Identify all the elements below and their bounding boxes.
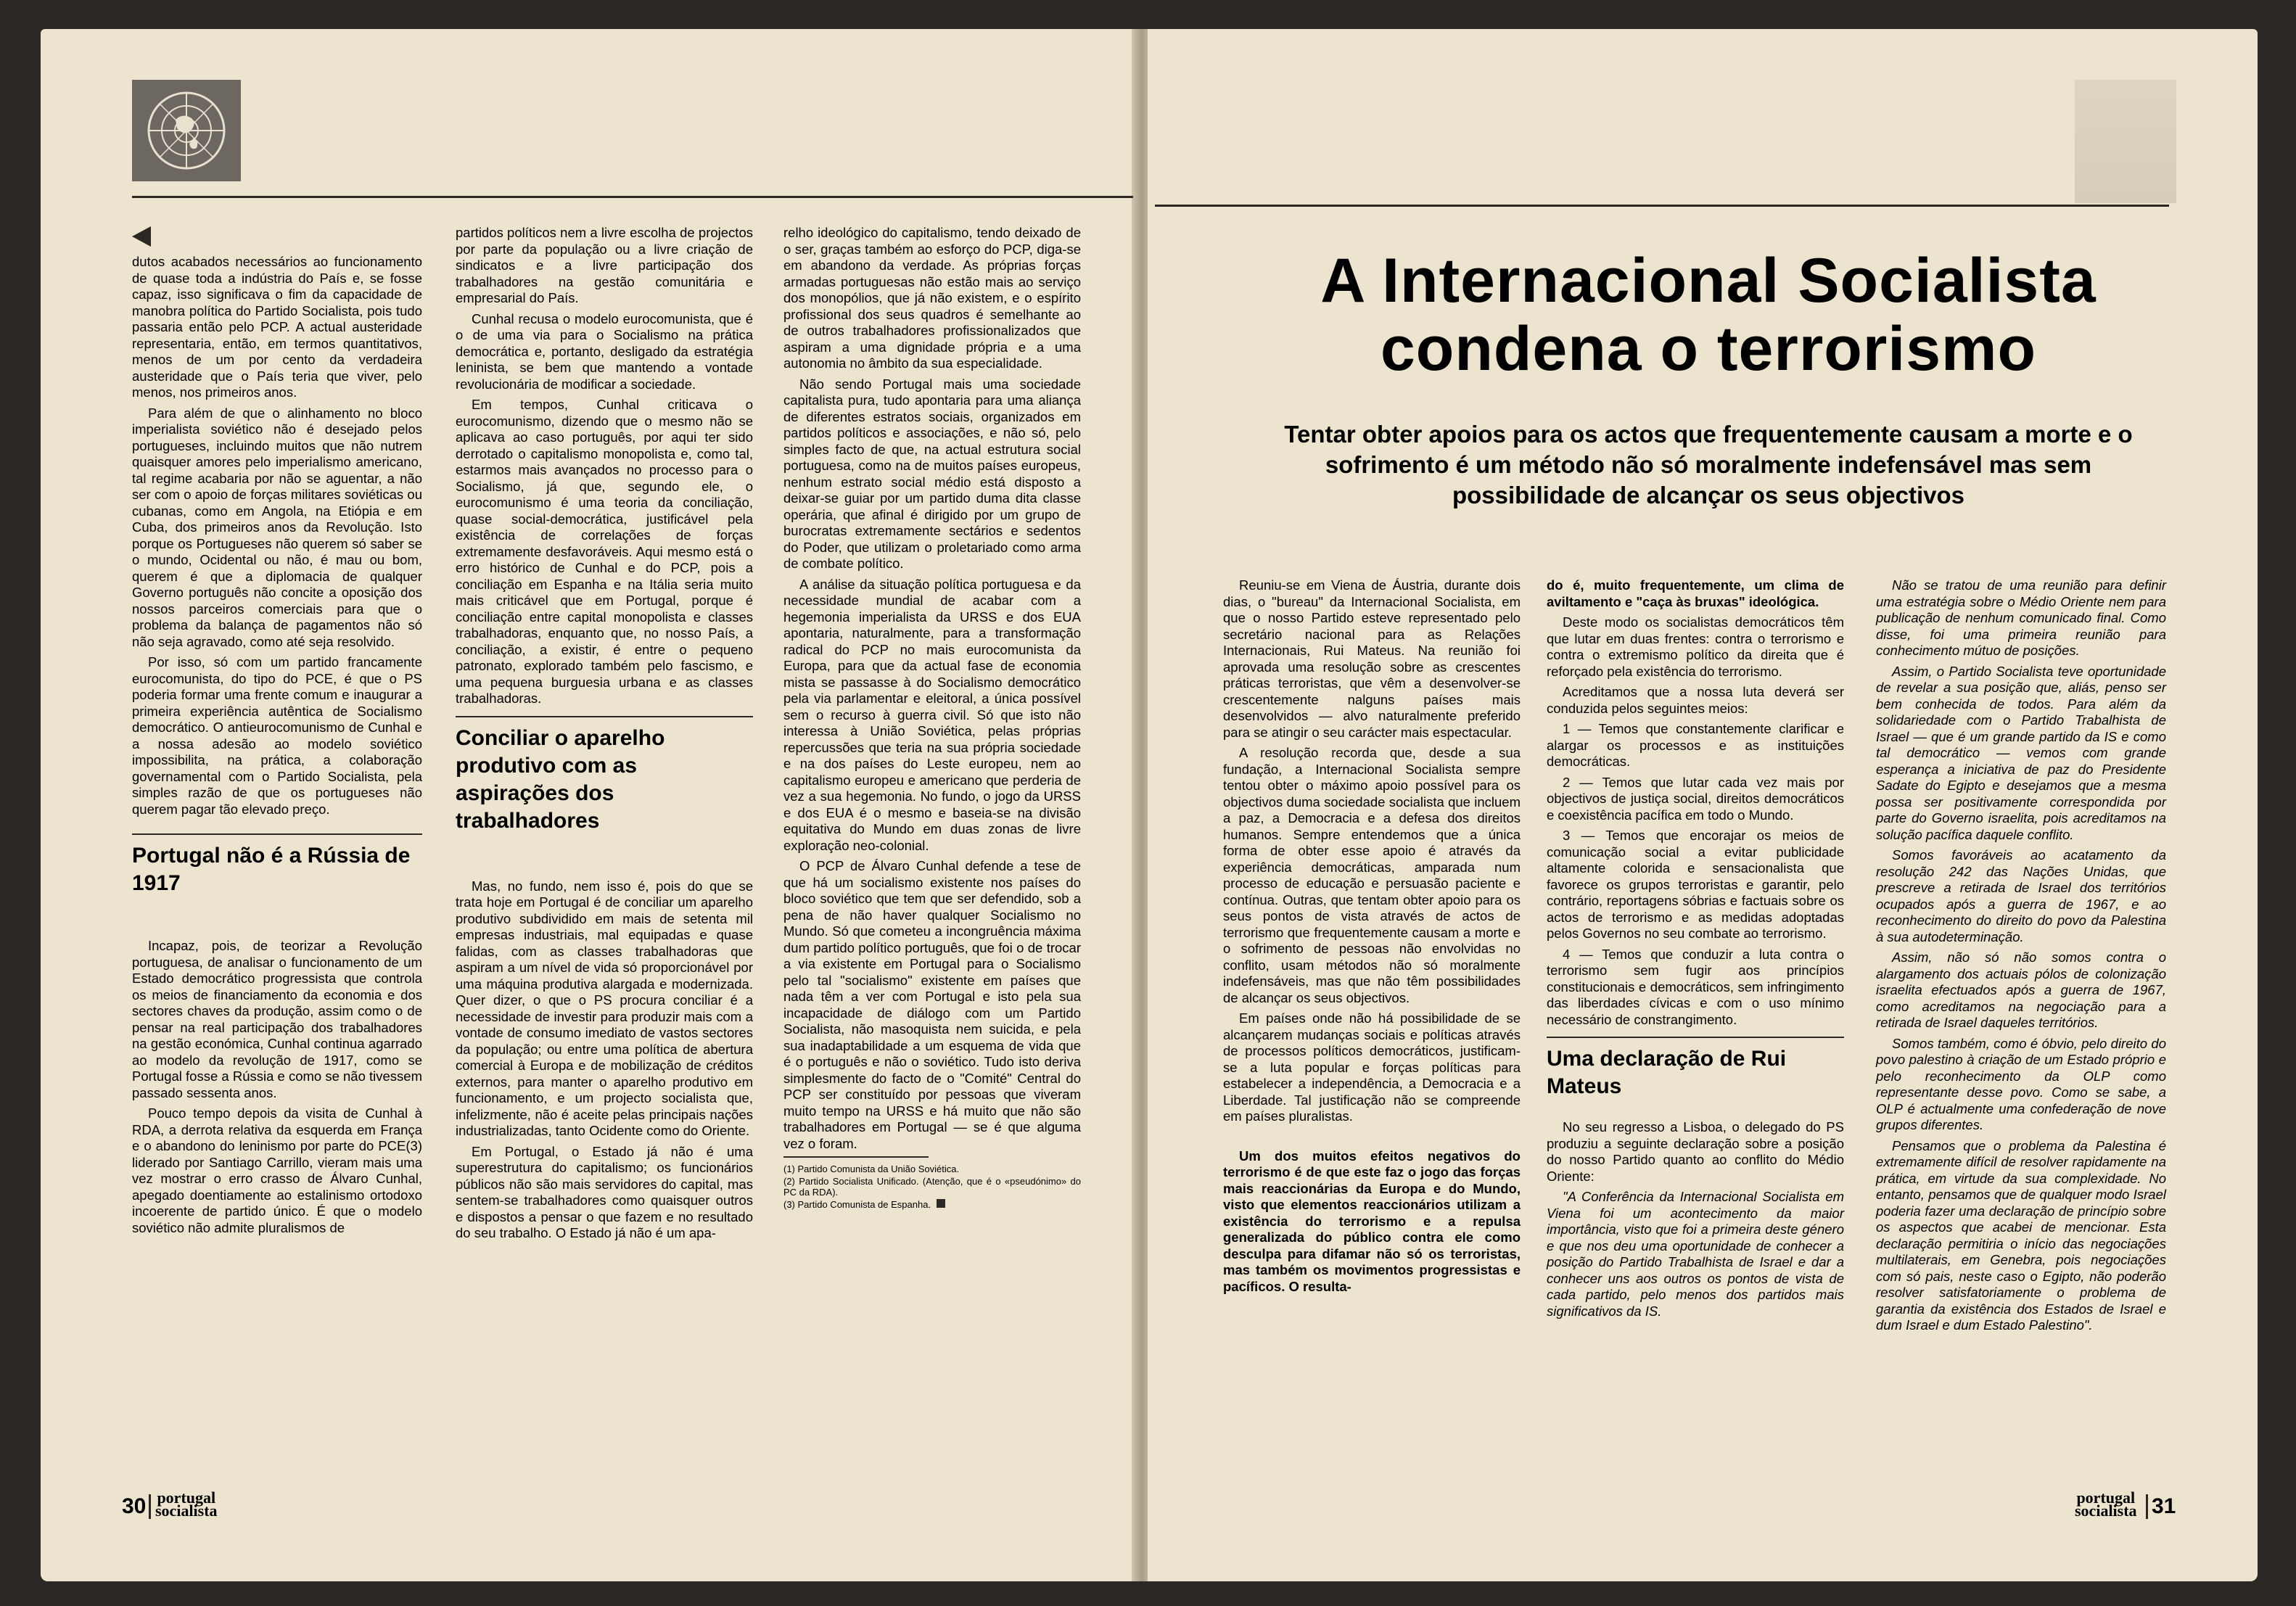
italic-paragraph: Não se tratou de uma reunião para definir uma estratégia sobre o Médio Oriente nem para publicação de nenhum comunicado final. Como disse, foi uma primeira reunião para conhecimento mútuo de posições.	[1876, 577, 2166, 658]
footnote: (1) Partido Comunista da União Soviética.	[783, 1164, 960, 1174]
paragraph: 2 — Temos que lutar cada vez mais por objectivos de justiça social, direitos democráticos e coexistência pacífica em todo o Mundo.	[1547, 774, 1844, 823]
faint-bleedthrough	[2075, 80, 2176, 203]
left-header-rule	[132, 196, 1133, 198]
bold-paragraph: Um dos muitos efeitos negativos do terrorismo é de que este faz o jogo das forças mais reaccionárias da Europa e do Mundo, visto que elementos reaccionários utilizam a existência do terrorismo e a repulsa generalizada do público contra ele como desculpa para difamar não só os terroristas, mas também os movimentos progressistas e pacíficos. O resulta-	[1223, 1148, 1521, 1294]
right-column-2	[1547, 577, 1844, 1324]
paragraph: Incapaz, pois, de teorizar a Revolução portuguesa, de analisar o funcionamento de um Estado democrático progressista que controla os meios de financiamento da economia e dos sectores chaves da produção, assim como o de pensar na real participação dos trabalhadores na gestão económica, Cunhal continua agarrado ao modelo da revolução de 1917, como se Portugal fosse a Rússia e como se não tivessem passado sessenta anos.	[132, 938, 422, 1100]
footnote: (2) Partido Socialista Unificado. (Atenção, que é o «pseudónimo» do PC da RDA).	[783, 1176, 1081, 1198]
right-column-1	[1223, 577, 1521, 1299]
paragraph: Cunhal recusa o modelo eurocomunista, que é o de uma via para o Socialismo na prática democrática e, portanto, desligado da estratégia leninista, se bem que mantendo a vontade revolucionária de modificar a sociedade.	[456, 310, 753, 392]
section-rule	[1547, 1037, 1844, 1038]
paragraph: Por isso, só com um partido francamente eurocomunista, do tipo do PCE, é que o PS poderia formar uma frente comum e inaugurar a primeira experiência autêntica de Socialismo democrático. O antieurocomunismo de Cunhal e a nossa adesão ao modelo soviético impossibilita, na prática, a colaboração governamental com o Partido Socialista, pela simples razão de que os portugueses não querem pagar tão elevado preço.	[132, 654, 422, 817]
paragraph: relho ideológico do capitalismo, tendo deixado de o ser, graças também ao esforço do PCP, diga-se em abandono da verdade. As próprias forças armadas portuguesas não estão mais ao serviço dos monopólios, que já não existem, e o espírito profissional dos seus quadros é semelhante ao de outros trabalhadores profissionalizados que aspiram a uma dignidade própria e a uma autonomia no âmbito da sua especialidade.	[783, 225, 1081, 371]
right-column-3	[1876, 577, 2166, 1338]
paragraph: A resolução recorda que, desde a sua fundação, a Internacional Socialista sempre tentou obter o máximo apoio possível para os objectivos duma sociedade socialista que incluem a paz, a Democracia e a defesa dos direitos humanos. Sempre entendemos que a única forma de obter esse apoio é através da experiência democráticas, amparada num processo de educação e persuasão paciente e contínua. Outras, que tentam obter apoio para os seus pontos de vista através de actos de terrorismo que frequentemente causam a morte e o sofrimento de pessoas não envolvidas no conflito, usam métodos não só moralmente indefensáveis, mas que não têm possibilidades de alcançar os seus objectivos.	[1223, 745, 1521, 1005]
article-title: A Internacional Socialista condena o terrorismo	[1320, 246, 2097, 384]
left-column-3	[783, 225, 1081, 1210]
footnote-rule	[783, 1156, 929, 1158]
footnote	[783, 1199, 1081, 1210]
paragraph: Pouco tempo depois da visita de Cunhal à RDA, a derrota relativa da esquerda em França e o abandono do leninismo por parte do PCE(3) liderado por Santiago Carrillo, vieram mais uma vez mostrar o erro crasso de Álvaro Cunhal, apegado doentiamente ao estalinismo ortodoxo incoerente de partido único. É que o modelo soviético não admite pluralismos de	[132, 1105, 422, 1235]
section-heading: Portugal não é a Rússia de 1917	[132, 844, 411, 895]
left-column-1	[132, 254, 422, 1240]
paragraph: 3 — Temos que encorajar os meios de comunicação social a evitar publicidade altamente colorida e sensacionalista que favorece os grupos terroristas e garantir, pelo contrário, reportagens sóbrias e factuais sobre os actos de terrorismo e as medidas adoptadas pelos Governos no seu combate ao terrorismo.	[1547, 828, 1844, 941]
section-rule	[456, 716, 753, 717]
italic-paragraph: Pensamos que o problema da Palestina é extremamente difícil de resolver rapidamente na prática, em virtude da sua complexidade. No entanto, pensamos que de qualquer modo Israel poderia fazer uma declaração de princípio sobre os aspectos que acabei de mencionar. Esta declaração permitiria o início das negociações multilaterais, em Genebra, pois negociações com só pais, neste caso o Egipto, não poderão resolver satisfatoriamente o problema de garantia da existência dos Estados de Israel e dum Israel e dum Estado Palestino".	[1876, 1137, 2166, 1333]
footer-divider	[149, 1494, 151, 1519]
paragraph: Em tempos, Cunhal criticava o eurocomunismo, dizendo que o mesmo não se aplicava ao caso português, por aqui ter sido derrotado o capitalismo monopolista e, como tal, estarmos mais avançados no processo para o Socialismo, já que, segundo ele, o eurocomunismo é uma teoria da conciliação, quase social-democrática, justificável pela existência de correlações de forças extremamente desfavoráveis. Aqui mesmo está o erro histórico de Cunhal e do PCP, pois a conciliação em Espanha e na Itália seria muito mais criticável que em Portugal, porque é conciliação entre capital monopolista e classes trabalhadoras, enquanto que, no nosso País, a conciliação, a existir, é entre o pequeno patronato, explorado também pelo fascismo, e uma pequena burguesia urbana e as classes trabalhadoras.	[456, 397, 753, 706]
paragraph: A análise da situação política portuguesa e da necessidade mundial de acabar com a hegemonia imperialista da URSS e dos EUA apontaria, naturalmente, para a transformação radical do PCP no mais eurocomunista da Europa, para que da actual fase de economia mista se passasse à do Socialismo democrático pela via parlamentar e eleitoral, a única possível sem o recurso à guerra civil. Só que isto não interessa à União Soviética, pelas próprias repercussões que teria na sua própria sociedade e na dos países do Leste europeu, nem ao capitalismo europeu e americano que perderia de vez a sua hegemonia. No fundo, o jogo da URSS e dos EUA é o mesmo e baseia-se na divisão equitativa do Mundo em duas zonas de livre exploração neo-colonial.	[783, 576, 1081, 853]
paragraph: Para além de que o alinhamento no bloco imperialista soviético não é desejado pelos portugueses, incluindo muitos que não nutrem quaisquer amores pelo imperialismo americano, tal regime acabaria por não se aguentar, a não ser com o apoio de forças militares soviéticas ou cubanas, como em Angola, na Etiópia e em Cuba, dos primeiros anos da Revolução. Isto porque os Portugueses não querem só saber se o mundo, Ocidental ou não, é mau ou bom, querem é que a diplomacia de qualquer Governo português não concite a oposição dos nossos parceiros comerciais para que o problema da balança de pagamentos não só não seja agravado, como até seja resolvido.	[132, 405, 422, 649]
left-column-2	[456, 225, 753, 1246]
section-heading: Conciliar o aparelho produtivo com as aspirações dos trabalhadores	[456, 725, 665, 833]
footer-divider	[2146, 1494, 2148, 1519]
section-rule	[132, 833, 422, 835]
masthead-logo	[155, 1488, 218, 1520]
paragraph: Reuniu-se em Viena de Áustria, durante dois dias, o "bureau" da Internacional Socialista, em que o nosso Partido esteve representado pelo secretário nacional para as Relações Internacionais, Rui Mateus. Na reunião foi aprovada uma resolução sobre as crescentes práticas terroristas, que vêm a desenvolver-se crescentemente nalguns países mais desenvolvidos — alvo naturalmente preferido para se atingir o seu carácter mais espectacular.	[1223, 577, 1521, 740]
right-header-rule	[1155, 205, 2169, 207]
paragraph: 1 — Temos que constantemente clarificar e alargar os processos e as instituições democráticas.	[1547, 721, 1844, 769]
paragraph: No seu regresso a Lisboa, o delegado do PS produziu a seguinte declaração sobre a posição do nosso Partido quanto ao conflito do Médio Oriente:	[1547, 1119, 1844, 1184]
page-number: 31	[2152, 1494, 2176, 1518]
italic-paragraph: Assim, não só não somos contra o alargamento dos actuais pólos de colonização israelita efectuados após a guerra de 1967, como acreditamos na negociação para a retirada de Israel daqueles territórios.	[1876, 950, 2166, 1030]
paragraph: partidos políticos nem a livre escolha de projectos por parte da população ou a livre criação de sindicatos e a livre participação dos trabalhadores na gestão comunitária e empresarial do País.	[456, 225, 753, 305]
paragraph: Em Portugal, o Estado já não é uma superestrutura do capitalismo; os funcionários públicos não são mais servidores do capital, mas sentem-se trabalhadores como quaisquer outros e dispostos a pensar o que fazem e no resultado do seu trabalho. O Estado já não é um apa-	[456, 1143, 753, 1240]
paragraph: Acreditamos que a nossa luta deverá ser conduzida pelos seguintes meios:	[1547, 684, 1844, 716]
masthead-line: portugal	[2076, 1488, 2136, 1507]
footnote-text: (3) Partido Comunista de Espanha.	[783, 1199, 931, 1210]
italic-paragraph: Somos favoráveis ao acatamento da resolução 242 das Nações Unidas, que prescreve a retirada de Israel dos territórios ocupados após a guerra de 1967, e ao reconhecimento do direito do povo da Palestina à sua autodeterminação.	[1876, 847, 2166, 944]
italic-paragraph: "A Conferência da Internacional Socialista em Viena foi um acontecimento da maior importância, visto que foi a primeira deste género e que nos deu uma oportunidade de conhecer a posição do Partido Trabalhista de Israel e dar a conhecer uns aos outros os pontos de vista de cada partido, pelo menos dos partidos mais significativos da IS.	[1547, 1189, 1844, 1319]
page-number: 30	[122, 1494, 147, 1518]
masthead-line: socialista	[155, 1502, 218, 1520]
paragraph: O PCP de Álvaro Cunhal defende a tese de que há um socialismo existente nos países do bloco soviético que tem que ser defendido, sob a pena de não haver qualquer Socialismo no Mundo. Só que cometeu a incongruência máxima dum partido político português, que foi o de trocar a via existente em Portugal para o Socialismo pelo tal "socialismo" existente em países que nada têm a ver com Portugal e isto pela sua incapacidade de diálogo com um Partido Socialista, não masoquista nem suicida, e pela sua inadaptabilidade a um esquema de vida que é o português e não o soviético. Tudo isto deriva simplesmente do facto de o "Comité" Central do PCP ser constituído por pessoas que viveram muito tempo na URSS e há muito que não são trabalhadores em Portugal — se é que alguma vez o foram.	[783, 858, 1081, 1151]
paragraph: Em países onde não há possibilidade de se alcançarem mudanças sociais e políticas através de processos políticos democráticos, justificam-se a luta popular e forças políticas para estabelecer a independência, a Democracia e a Liberdade. Tal justificação não se compreende em países pluralistas.	[1223, 1010, 1521, 1124]
globe-logo-icon	[132, 80, 241, 181]
masthead-line: portugal	[157, 1488, 216, 1507]
paragraph: Não sendo Portugal mais uma sociedade capitalista pura, tudo apontaria para uma aliança de diferentes estratos sociais, organizados em partidos políticos e associações, e não só, pelo simples facto de que, na actual estrutura social portuguesa, como na de muitos países europeus, nenhum estrato social médio está disposto a deixar-se guiar por um partido duma dita classe operária, que afinal é dirigido por um grupo de burocratas extremamente sectários e sedentos do Poder, que utilizam o proletariado como arma de combate político.	[783, 376, 1081, 571]
masthead-line: socialista	[2075, 1502, 2137, 1520]
italic-paragraph: Somos também, como é óbvio, pelo direito do povo palestino à criação de um Estado próprio e pelo reconhecimento da OLP como representante desse povo. Como se sabe, a OLP é actualmente uma confederação de nove grupos diferentes.	[1876, 1035, 2166, 1132]
end-mark-icon	[937, 1199, 945, 1208]
continuation-arrow-icon	[132, 226, 151, 247]
paragraph: Deste modo os socialistas democráticos têm que lutar em duas frentes: contra o terrorismo e contra o extremismo político da direita que é reforçado pela existência do terrorismo.	[1547, 614, 1844, 679]
italic-paragraph: Assim, o Partido Socialista teve oportunidade de revelar a sua posição que, aliás, penso ser bem conhecida de todos. Para além da solidariedade com o Partido Trabalhista de Israel — que é um grande partido da IS e como tal democrático — vemos com grande esperança a iniciativa de paz do Presidente Sadate do Egipto e desejamos que a mesma possa ser positivamente correspondida por parte do Governo israelita, pois acreditamos na solução pacífica daquele conflito.	[1876, 663, 2166, 842]
paragraph: 4 — Temos que conduzir a luta contra o terrorismo sem fugir aos princípios constitucionais e democráticos, sem infringimento das liberdades cívicas e com o uso mínimo necessário de constrangimento.	[1547, 946, 1844, 1027]
masthead-logo	[2075, 1488, 2137, 1520]
paragraph: Mas, no fundo, nem isso é, pois do que se trata hoje em Portugal é de conciliar um aparelho produtivo subdividido em mais de setenta mil empresas industriais, mal equipadas e quase falidas, com as classes trabalhadoras que aspiram a um nível de vida só proporcionável por uma máquina produtiva alargada e modernizada. Quer dizer, o que o PS procura conciliar é a necessidade de investir para produzir mais com a vontade de consumo imediato de vastos sectores da população; ou entre uma política de abertura comercial à Europa e de mobilização de créditos externos, para manter o aparelho produtivo em funcionamento, e um projecto socialista que, infelizmente, não é aceite pelas principais nações industrializadas, tanto Ocidente como do Oriente.	[456, 878, 753, 1138]
article-subtitle: Tentar obter apoios para os actos que frequentemente causam a morte e o sofrimento é um método não só moralmente indefensável mas sem possibilidade de alcançar os seus objectivos	[1284, 421, 2133, 508]
bold-paragraph: do é, muito frequentemente, um clima de aviltamento e "caça às bruxas" ideológica.	[1547, 577, 1844, 609]
paragraph: dutos acabados necessários ao funcionamento de quase toda a indústria do País e, se fosse capaz, isso significava o fim da capacidade de manobra política do Partido Socialista, pois tudo passaria então pelo PCP. A actual austeridade representaria, então, em termos quantitativos, menos de um por cento da verdadeira austeridade que o País teria que viver, pelo menos, nos primeiros anos.	[132, 254, 422, 400]
section-heading: Uma declaração de Rui Mateus	[1547, 1047, 1787, 1098]
